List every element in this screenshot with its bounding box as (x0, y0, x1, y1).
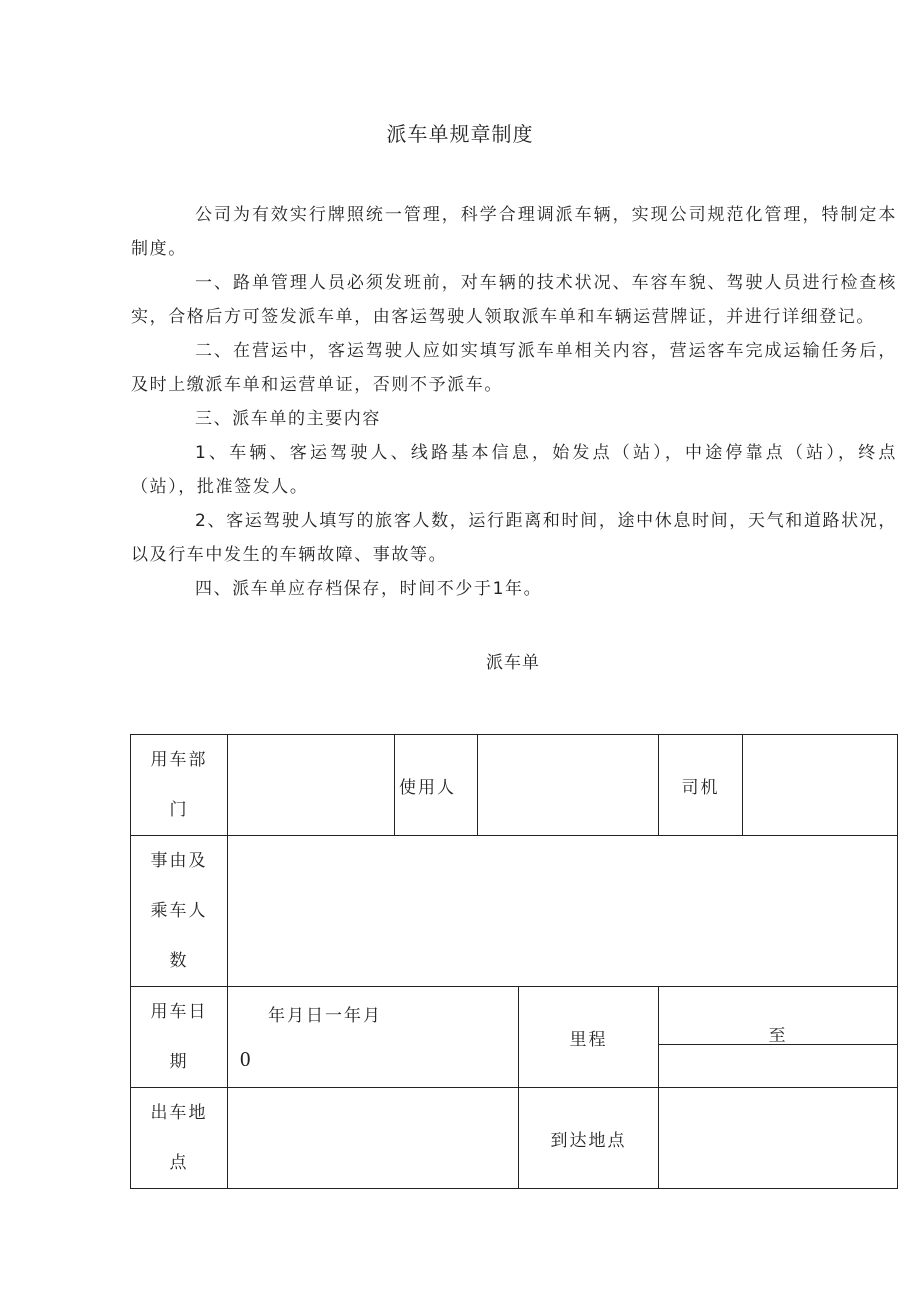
mileage-label: 里程 (519, 987, 659, 1088)
form-title: 派车单 (486, 653, 540, 673)
user-field[interactable] (478, 735, 659, 836)
mileage-to-label: 至 (659, 987, 897, 1045)
paragraph-rule-3: 三、派车单的主要内容 (195, 409, 381, 429)
department-field[interactable] (228, 735, 395, 836)
document-title: 派车单规章制度 (386, 122, 534, 146)
dispatch-form-table (130, 734, 898, 1189)
department-label: 用车部 门 (131, 735, 228, 836)
reason-field[interactable] (228, 836, 898, 987)
regulation-body (131, 198, 897, 606)
paragraph-rule-1: 一、路单管理人员必须发班前，对车辆的技术状况、车容车貌、驾驶人员进行检查核实，合格后方可签发派车单，由客运驾驶人领取派车单和车辆运营牌证，并进行详细登记。 (131, 273, 897, 327)
paragraph-rule-2: 二、在营运中，客运驾驶人应如实填写派车单相关内容，营运客车完成运输任务后，及时上缴派车单和运营单证，否则不予派车。 (131, 341, 897, 395)
arrival-label: 到达地点 (519, 1088, 659, 1189)
departure-field[interactable] (228, 1088, 519, 1189)
row-reason (131, 836, 898, 987)
date-field[interactable] (228, 987, 519, 1088)
paragraph-intro: 公司为有效实行牌照统一管理，科学合理调派车辆，实现公司规范化管理，特制定本制度。 (131, 205, 897, 259)
paragraph-rule-3-item-2: 2、客运驾驶人填写的旅客人数，运行距离和时间，途中休息时间，天气和道路状况，以及行车中发生的车辆故障、事故等。 (131, 511, 897, 565)
mileage-field[interactable] (659, 987, 898, 1088)
row-date (131, 987, 898, 1088)
driver-field[interactable] (743, 735, 898, 836)
date-range-value: 0 (240, 1047, 253, 1071)
driver-label: 司机 (659, 735, 743, 836)
row-locations (131, 1088, 898, 1189)
paragraph-rule-3-item-1: 1、车辆、客运驾驶人、线路基本信息，始发点（站），中途停靠点（站），终点（站），批准签发人。 (131, 443, 897, 497)
departure-label: 出车地 点 (131, 1088, 228, 1189)
arrival-field[interactable] (659, 1088, 898, 1189)
reason-label: 事由及 乘车人 数 (131, 836, 228, 987)
date-label: 用车日 期 (131, 987, 228, 1088)
date-range-text: 年月日一年月 (268, 1006, 382, 1026)
user-label: 使用人 (395, 735, 478, 836)
row-department (131, 735, 898, 836)
paragraph-rule-4: 四、派车单应存档保存，时间不少于1年。 (195, 579, 543, 599)
